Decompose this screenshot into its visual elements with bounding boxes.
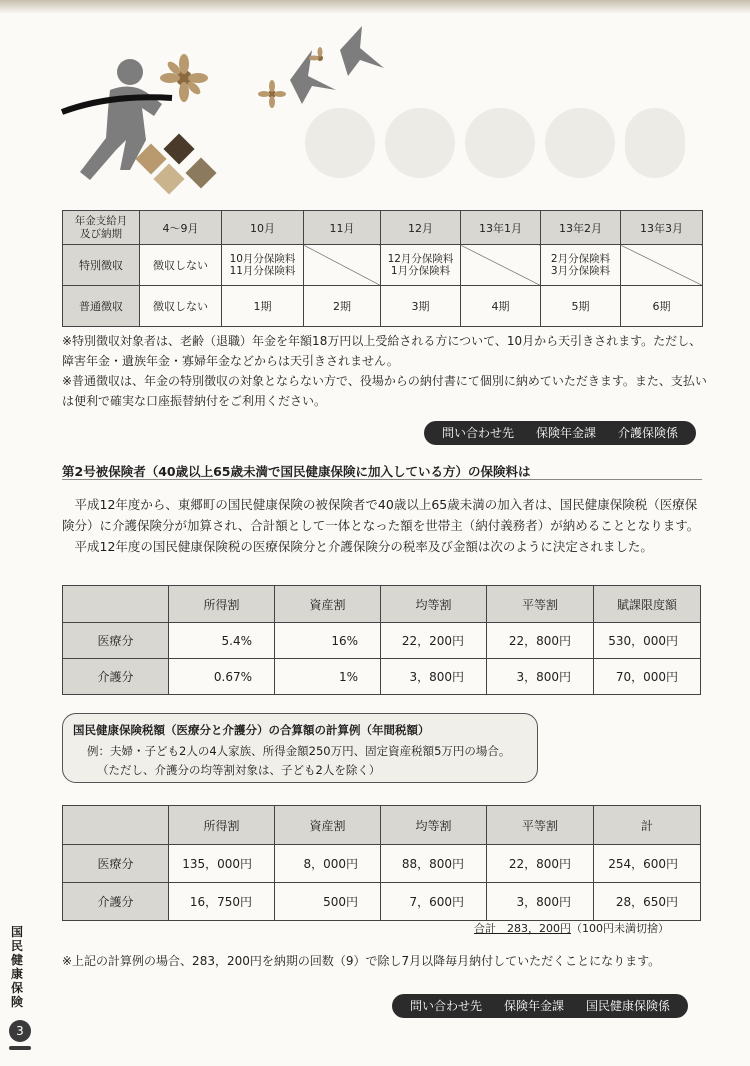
month-header: 12月	[381, 211, 461, 245]
small-flower-icon	[258, 47, 323, 108]
column-header: 均等割	[381, 806, 487, 845]
note-normal-collection: ※普通徴収は、年金の特別徴収の対象とならない方で、役場からの納付書にて個別に納めていただきます。また、支払いは便利で確実な口座振替納付をご利用ください。	[62, 374, 707, 408]
table-cell: 3，800円	[487, 883, 594, 921]
table-cell: 4期	[461, 286, 541, 327]
diamond-tiles	[135, 133, 216, 194]
contact-dept: 保険年金課	[504, 999, 565, 1013]
bird-icon	[290, 26, 384, 104]
table-cell: 28，650円	[594, 883, 701, 921]
table-cell: 3，800円	[381, 659, 487, 695]
column-header: 資産割	[275, 806, 381, 845]
month-header: 11月	[304, 211, 381, 245]
table-cell: 135，000円	[169, 845, 275, 883]
table-cell: 500円	[275, 883, 381, 921]
month-header: 13年2月	[541, 211, 621, 245]
table-cell: 3期	[381, 286, 461, 327]
column-header: 所得割	[169, 806, 275, 845]
table-cell: 0.67%	[169, 659, 275, 695]
page-number: 3	[9, 1020, 31, 1042]
table-cell: 7，600円	[381, 883, 487, 921]
empty-cell	[461, 245, 541, 286]
month-header: 4～9月	[140, 211, 222, 245]
column-header: 平等割	[487, 586, 594, 623]
tax-rates-table	[62, 585, 701, 695]
table-cell: 徴収しない	[140, 245, 222, 286]
table-cell: 3，800円	[487, 659, 594, 695]
corner-cell	[63, 586, 169, 623]
total-amount: 合計 283，200円	[474, 922, 571, 935]
corner-cell	[63, 806, 169, 845]
pension-collection-table	[62, 210, 703, 327]
table-cell: 1%	[275, 659, 381, 695]
corner-header	[63, 211, 140, 245]
corner-header-text: 年金支給月 及び納期	[74, 215, 128, 240]
note-special-collection: ※特別徴収対象者は、老齢（退職）年金を年額18万円以上受給される方について、10月から天引きされます。ただし、障害年金・遺族年金・寡婦年金などからは天引きされません。	[62, 334, 702, 368]
table-cell-text: 10月分保険料 11月分保険料	[229, 252, 296, 277]
table-cell	[541, 245, 621, 286]
column-header: 資産割	[275, 586, 381, 623]
top-shading	[0, 0, 750, 14]
calculation-example-box	[62, 713, 538, 783]
contact-label: 問い合わせ先	[442, 426, 515, 440]
table-cell: 70，000円	[594, 659, 701, 695]
table-cell: 5.4%	[169, 623, 275, 659]
month-header: 13年3月	[621, 211, 703, 245]
table-cell: 2期	[304, 286, 381, 327]
contact-banner-care	[424, 421, 696, 445]
page-marker-bar	[9, 1046, 31, 1050]
side-section-label: 国民健康保険	[10, 925, 23, 1009]
table-cell-text: 2月分保険料 3月分保険料	[550, 252, 611, 277]
table-cell: 16，750円	[169, 883, 275, 921]
total-rounding-note: （100円未満切捨）	[571, 922, 669, 935]
faded-decoration	[295, 108, 695, 178]
table-cell: 6期	[621, 286, 703, 327]
calc-example-note: （ただし、介護分の均等割対象は、子ども2人を除く）	[97, 763, 381, 777]
table-cell: 5期	[541, 286, 621, 327]
table-cell: 8，000円	[275, 845, 381, 883]
table-cell	[222, 245, 304, 286]
column-header: 所得割	[169, 586, 275, 623]
grand-total	[474, 920, 669, 936]
section-title: 第2号被保険者（40歳以上65歳未満で国民健康保険に加入している方）の保険料は	[62, 464, 531, 479]
month-header: 13年1月	[461, 211, 541, 245]
contact-dept: 保険年金課	[536, 426, 597, 440]
calc-example-condition: 例：夫婦・子ども2人の4人家族、所得金額250万円、固定資産税額5万円の場合。	[87, 744, 511, 758]
column-header: 賦課限度額	[594, 586, 701, 623]
calculation-table	[62, 805, 701, 921]
table-cell: 88，800円	[381, 845, 487, 883]
row-header-medical: 医療分	[63, 845, 169, 883]
table-cell	[381, 245, 461, 286]
row-header-normal: 普通徴収	[63, 286, 140, 327]
column-header: 計	[594, 806, 701, 845]
table-cell: 1期	[222, 286, 304, 327]
payment-note: ※上記の計算例の場合、283，200円を納期の回数（9）で除し7月以降毎月納付していただくことになります。	[62, 954, 661, 968]
empty-cell	[621, 245, 703, 286]
section-divider	[62, 479, 702, 480]
calc-example-title: 国民健康保険税額（医療分と介護分）の合算額の計算例（年間税額）	[73, 723, 430, 737]
contact-unit: 介護保険係	[618, 426, 679, 440]
table-cell: 22，200円	[381, 623, 487, 659]
contact-label: 問い合わせ先	[410, 999, 483, 1013]
row-header-medical: 医療分	[63, 623, 169, 659]
paragraph: 平成12年度の国民健康保険税の医療保険分と介護保険分の税率及び金額は次のように決定されました。	[74, 539, 653, 554]
table-cell: 22，800円	[487, 623, 594, 659]
column-header: 均等割	[381, 586, 487, 623]
contact-unit: 国民健康保険係	[586, 999, 671, 1013]
section-body	[62, 494, 702, 557]
table-cell: 530，000円	[594, 623, 701, 659]
contact-banner-nhi	[392, 994, 688, 1018]
row-header-care: 介護分	[63, 659, 169, 695]
table-cell: 徴収しない	[140, 286, 222, 327]
month-header: 10月	[222, 211, 304, 245]
table-cell: 22，800円	[487, 845, 594, 883]
row-header-special: 特別徴収	[63, 245, 140, 286]
row-header-care: 介護分	[63, 883, 169, 921]
column-header: 平等割	[487, 806, 594, 845]
paragraph: 平成12年度から、東郷町の国民健康保険の被保険者で40歳以上65歳未満の加入者は、国民健康保険税（医療保険分）に介護保険分が加算され、合計額として一体となった額を世帯主（納付義務者）が納めることとなります。	[62, 497, 700, 533]
table-cell: 254，600円	[594, 845, 701, 883]
empty-cell	[304, 245, 381, 286]
table-cell-text: 12月分保険料 1月分保険料	[387, 252, 454, 277]
table-cell: 16%	[275, 623, 381, 659]
